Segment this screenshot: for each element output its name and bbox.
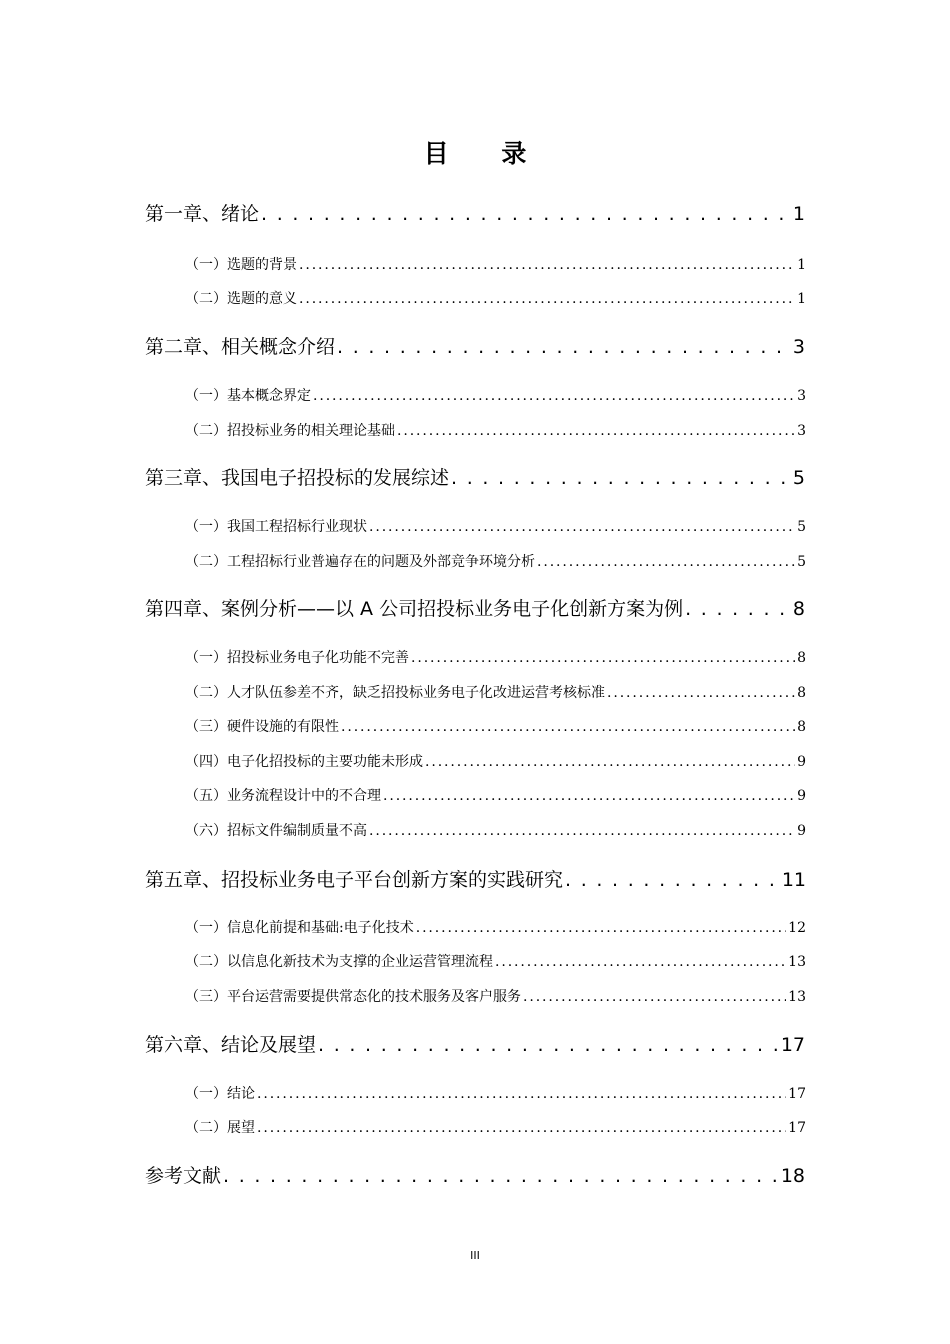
toc-chapter-1[interactable]: [145, 202, 805, 226]
toc-entry-page: 5: [792, 467, 805, 489]
toc-entry-page: 13: [788, 954, 806, 970]
dot-leader: [299, 256, 795, 274]
dot-leader: [313, 387, 795, 405]
toc-section[interactable]: [185, 953, 806, 971]
toc-section[interactable]: [185, 919, 806, 937]
toc-entry-label: 第六章、结论及展望: [145, 1034, 317, 1056]
toc-entry-page: 5: [797, 519, 806, 535]
dot-leader: [261, 202, 791, 226]
toc-entry-label: （一）招投标业务电子化功能不完善: [185, 650, 409, 666]
toc-entry-label: （一）选题的背景: [185, 257, 297, 273]
toc-entry-label: 第一章、绪论: [145, 203, 260, 225]
toc-entry-page: 1: [797, 257, 806, 273]
toc-section[interactable]: [185, 553, 806, 571]
footer-page-number: III: [470, 1249, 480, 1262]
dot-leader: [369, 822, 795, 840]
toc-chapter-2[interactable]: [145, 335, 805, 359]
toc-entry-label: （五）业务流程设计中的不合理: [185, 788, 381, 804]
toc-references[interactable]: [145, 1164, 805, 1188]
toc-section[interactable]: [185, 787, 806, 805]
dot-leader: [383, 787, 795, 805]
dot-leader: [416, 919, 786, 937]
toc-entry-page: 9: [797, 788, 806, 804]
toc-section[interactable]: [185, 1085, 806, 1103]
dot-leader: [257, 1119, 786, 1137]
toc-entry-label: （三）平台运营需要提供常态化的技术服务及客户服务: [185, 989, 521, 1005]
dot-leader: [565, 868, 780, 892]
dot-leader: [369, 518, 795, 536]
toc-entry-page: 12: [788, 920, 806, 936]
dot-leader: [223, 1164, 779, 1188]
toc-section[interactable]: [185, 822, 806, 840]
toc-section[interactable]: [185, 649, 806, 667]
toc-entry-label: 第三章、我国电子招投标的发展综述: [145, 467, 450, 489]
toc-entry-label: （二）人才队伍参差不齐，缺乏招投标业务电子化改进运营考核标准: [185, 685, 605, 701]
toc-entry-page: 9: [797, 754, 806, 770]
toc-entry-page: 9: [797, 823, 806, 839]
toc-entry-label: 参考文献: [145, 1165, 222, 1187]
toc-entry-label: （六）招标文件编制质量不高: [185, 823, 367, 839]
dot-leader: [451, 466, 791, 490]
toc-entry-label: 第四章、案例分析——以 A 公司招投标业务电子化创新方案为例: [145, 598, 684, 620]
dot-leader: [257, 1085, 786, 1103]
toc-section[interactable]: [185, 518, 806, 536]
toc-entry-page: 3: [797, 423, 806, 439]
dot-leader: [425, 753, 795, 771]
toc-section[interactable]: [185, 718, 806, 736]
toc-section[interactable]: [185, 256, 806, 274]
toc-section[interactable]: [185, 387, 806, 405]
toc-entry-page: 8: [797, 650, 806, 666]
dot-leader: [341, 718, 795, 736]
toc-chapter-4[interactable]: [145, 597, 805, 621]
dot-leader: [523, 988, 786, 1006]
dot-leader: [337, 335, 791, 359]
toc-entry-page: 17: [788, 1120, 806, 1136]
toc-entry-label: （一）我国工程招标行业现状: [185, 519, 367, 535]
toc-entry-label: （二）招投标业务的相关理论基础: [185, 423, 395, 439]
toc-section[interactable]: [185, 290, 806, 308]
dot-leader: [685, 597, 791, 621]
toc-entry-label: 第五章、招投标业务电子平台创新方案的实践研究: [145, 869, 564, 891]
toc-entry-page: 3: [797, 388, 806, 404]
toc-entry-label: （一）信息化前提和基础:电子化技术: [185, 920, 414, 936]
toc-entry-page: 1: [797, 291, 806, 307]
dot-leader: [299, 290, 795, 308]
dot-leader: [397, 422, 795, 440]
toc-chapter-3[interactable]: [145, 466, 805, 490]
toc-entry-page: 5: [797, 554, 806, 570]
toc-entry-page: 11: [781, 869, 806, 891]
toc-chapter-5[interactable]: [145, 868, 806, 892]
toc-entry-label: （二）工程招标行业普遍存在的问题及外部竞争环境分析: [185, 554, 535, 570]
toc-entry-page: 18: [780, 1165, 805, 1187]
toc-section[interactable]: [185, 988, 806, 1006]
dot-leader: [495, 953, 786, 971]
toc-section[interactable]: [185, 684, 806, 702]
toc-entry-page: 3: [792, 336, 805, 358]
dot-leader: [607, 684, 795, 702]
toc-section[interactable]: [185, 753, 806, 771]
toc-entry-page: 1: [792, 203, 805, 225]
toc-entry-page: 8: [792, 598, 805, 620]
toc-section[interactable]: [185, 1119, 806, 1137]
toc-entry-page: 8: [797, 685, 806, 701]
toc-entry-label: （二）展望: [185, 1120, 255, 1136]
toc-section[interactable]: [185, 422, 806, 440]
toc-entry-label: 第二章、相关概念介绍: [145, 336, 336, 358]
toc-chapter-6[interactable]: [145, 1033, 805, 1057]
toc-entry-label: （一）结论: [185, 1086, 255, 1102]
toc-entry-label: （二）以信息化新技术为支撑的企业运营管理流程: [185, 954, 493, 970]
dot-leader: [411, 649, 795, 667]
toc-title: 目 录: [423, 139, 549, 168]
toc-entry-label: （一）基本概念界定: [185, 388, 311, 404]
toc-entry-page: 17: [780, 1034, 805, 1056]
toc-entry-label: （二）选题的意义: [185, 291, 297, 307]
dot-leader: [318, 1033, 779, 1057]
toc-entry-page: 8: [797, 719, 806, 735]
dot-leader: [537, 553, 795, 571]
toc-entry-label: （三）硬件设施的有限性: [185, 719, 339, 735]
toc-entry-page: 17: [788, 1086, 806, 1102]
toc-entry-label: （四）电子化招投标的主要功能未形成: [185, 754, 423, 770]
toc-entry-page: 13: [788, 989, 806, 1005]
